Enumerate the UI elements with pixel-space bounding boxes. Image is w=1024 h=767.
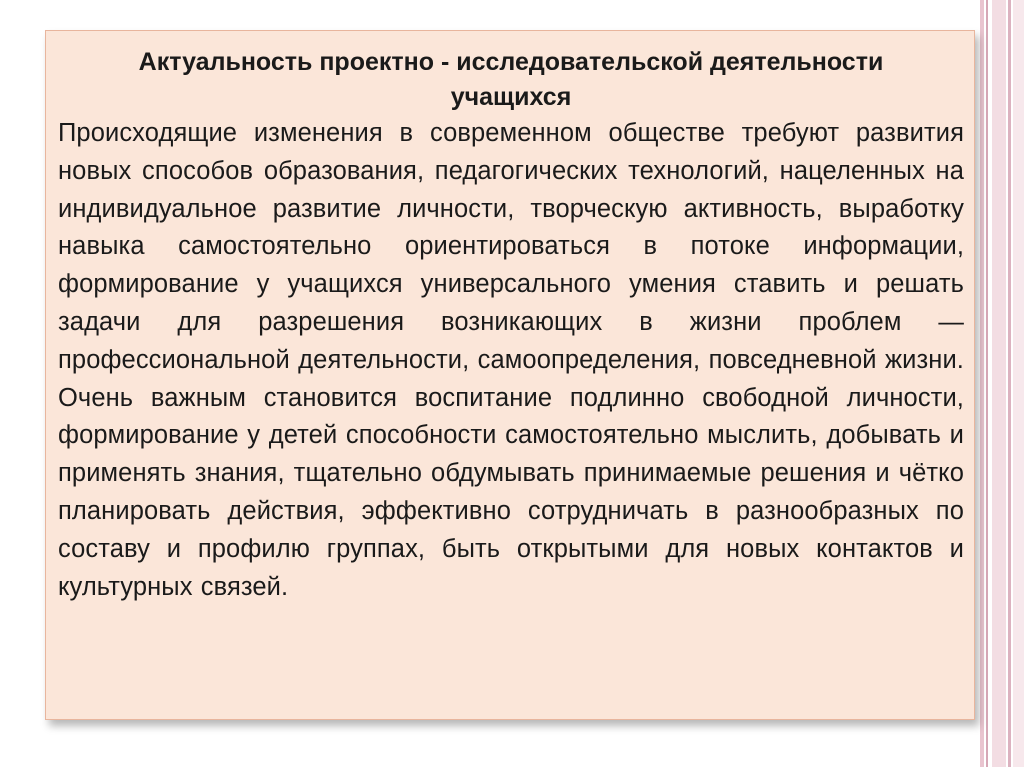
slide-body-text: Происходящие изменения в современном обществе требуют развития новых способов образования, педагогических технологий, нацеленных на индивидуальное развитие личности, творческую активность, выработку навыка самостоятельно ориентироваться в потоке информации, формирование у учащихся универсального умения ставить и решать задачи для разрешения возникающих в жизни проблем — профессиональной деятельности, самоопределения, повседневной жизни. Очень важным становится воспитание подлинно свободной личности, формирование у детей способности самостоятельно мыслить, добывать и применять знания, тщательно обдумывать принимаемые решения и чётко планировать действия, эффективно сотрудничать в разнообразных по составу и профилю группах, быть открытыми для новых контактов и культурных связей. [58, 119, 964, 601]
decorative-stripe [980, 0, 984, 767]
decorative-stripe [1013, 0, 1024, 767]
decorative-stripe [986, 0, 988, 767]
decorative-stripe [992, 0, 1006, 767]
decorative-stripe [1008, 0, 1011, 767]
content-box [45, 30, 975, 720]
slide-title: Актуальность проектно - исследовательской деятельности учащихся [138, 48, 884, 111]
